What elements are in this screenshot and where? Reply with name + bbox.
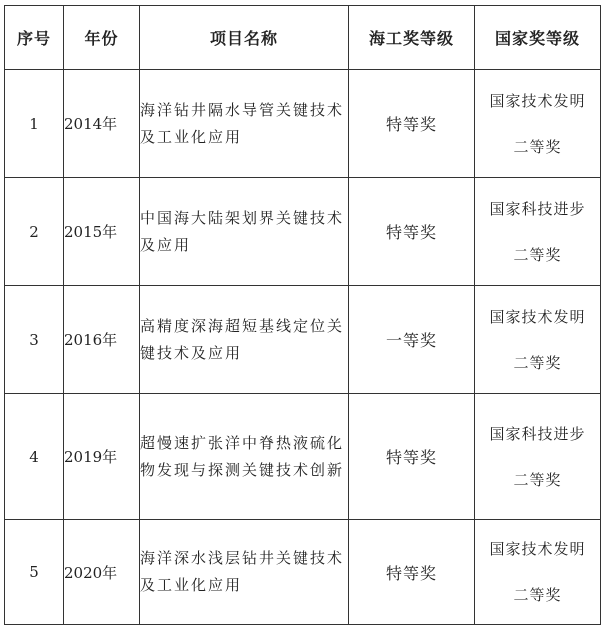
header-year: 年份 [64, 6, 140, 70]
national-award-category: 国家科技进步 [489, 424, 586, 443]
national-award-category: 国家技术发明 [489, 91, 586, 110]
cell-haigong-award: 特等奖 [349, 520, 475, 625]
national-award-grade: 二等奖 [513, 245, 562, 264]
cell-year: 2020年 [64, 520, 140, 625]
cell-project-name: 中国海大陆架划界关键技术及应用 [140, 178, 349, 286]
national-award-grade: 二等奖 [513, 586, 562, 604]
table-row [5, 178, 601, 286]
header-no: 序号 [5, 6, 64, 70]
cell-national-award [475, 520, 601, 625]
cell-no: 4 [5, 394, 64, 520]
cell-project-name: 海洋钻井隔水导管关键技术及工业化应用 [140, 70, 349, 178]
cell-year: 2014年 [64, 70, 140, 178]
cell-haigong-award: 特等奖 [349, 178, 475, 286]
cell-year: 2016年 [64, 286, 140, 394]
cell-national-award [475, 286, 601, 394]
cell-national-award [475, 178, 601, 286]
national-award-grade: 二等奖 [513, 353, 562, 372]
cell-project-name: 超慢速扩张洋中脊热液硫化物发现与探测关键技术创新 [140, 394, 349, 520]
cell-project-name: 海洋深水浅层钻井关键技术及工业化应用 [140, 520, 349, 625]
national-award-category: 国家技术发明 [489, 307, 586, 326]
header-project-name: 项目名称 [140, 6, 349, 70]
cell-national-award [475, 70, 601, 178]
cell-project-name: 高精度深海超短基线定位关键技术及应用 [140, 286, 349, 394]
national-award-grade: 二等奖 [513, 137, 562, 156]
table-row [5, 70, 601, 178]
national-award-category: 国家科技进步 [489, 199, 586, 218]
table-row [5, 520, 601, 625]
cell-haigong-award: 特等奖 [349, 394, 475, 520]
cell-national-award [475, 394, 601, 520]
header-haigong-award-level: 海工奖等级 [349, 6, 475, 70]
table-header [5, 6, 601, 70]
table-row [5, 286, 601, 394]
table-row [5, 394, 601, 520]
table-body [5, 70, 601, 625]
cell-no: 3 [5, 286, 64, 394]
cell-year: 2015年 [64, 178, 140, 286]
header-national-award-level: 国家奖等级 [475, 6, 601, 70]
cell-no: 5 [5, 520, 64, 625]
cell-year: 2019年 [64, 394, 140, 520]
cell-haigong-award: 一等奖 [349, 286, 475, 394]
national-award-grade: 二等奖 [513, 470, 562, 489]
national-award-category: 国家技术发明 [489, 540, 586, 558]
cell-no: 1 [5, 70, 64, 178]
awards-table [4, 5, 601, 625]
cell-haigong-award: 特等奖 [349, 70, 475, 178]
cell-no: 2 [5, 178, 64, 286]
header-row [5, 6, 601, 70]
